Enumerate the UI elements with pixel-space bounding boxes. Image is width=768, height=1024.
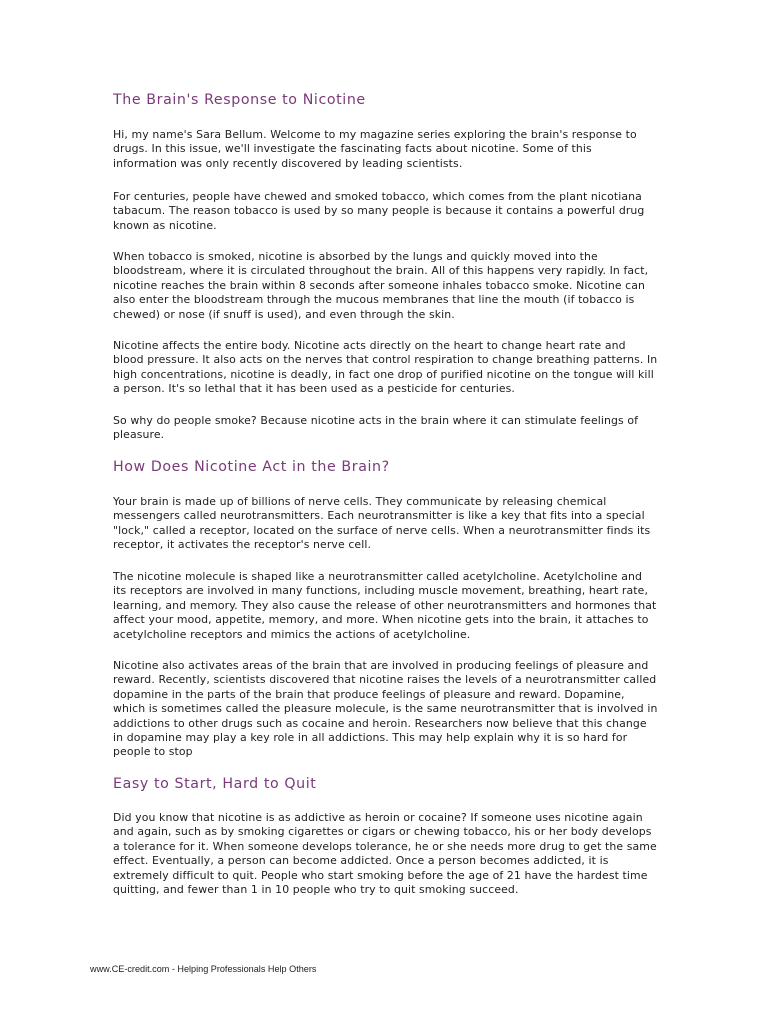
paragraph-dopamine: Nicotine also activates areas of the brain that are involved in producing feelings of pleasure and reward. Recently, scientists discovered that nicotine raises the levels of a neurotransmitter called dopamine in the parts of the brain that produce feelings of pleasure and reward. Dopamine, which is sometimes called the pleasure molecule, is the same neurotransmitter that is involved in addictions to other drugs such as cocaine and heroin. Researchers now believe that this change in dopamine may play a key role in all addictions. This may help explain why it is so hard for people to stop — [113, 659, 658, 759]
paragraph-nerve-cells: Your brain is made up of billions of nerve cells. They communicate by releasing chemical messengers called neurotransmitters. Each neurotransmitter is like a key that fits into a special "lock," called a receptor, located on the surface of nerve cells. When a neurotransmitter finds its receptor, it activates the receptor's nerve cell. — [113, 495, 651, 552]
paragraph-absorption: When tobacco is smoked, nicotine is absorbed by the lungs and quickly moved into the bloodstream, where it is circulated throughout the brain. All of this happens very rapidly. In fact, nicotine reaches the brain within 8 seconds after someone inhales tobacco smoke. Nicotine can also enter the bloodstream through the mucous membranes that line the mouth (if tobacco is chewed) or nose (if snuff is used), and even through the skin. — [113, 250, 649, 321]
paragraph-why-smoke: So why do people smoke? Because nicotine acts in the brain where it can stimulate feelings of pleasure. — [113, 414, 639, 442]
paragraph-body-effects: Nicotine affects the entire body. Nicotine acts directly on the heart to change heart rate and blood pressure. It also acts on the nerves that control respiration to change breathing patterns. In high concentrations, nicotine is deadly, in fact one drop of purified nicotine on the tongue will kill a person. It's so lethal that it has been used as a pesticide for centuries. — [113, 339, 658, 396]
paragraph-addiction: Did you know that nicotine is as addictive as heroin or cocaine? If someone uses nicotine again and again, such as by smoking cigarettes or cigars or chewing tobacco, his or her body develops a tolerance for it. When someone develops tolerance, he or she needs more drug to get the same effect. Eventually, a person can become addicted. Once a person becomes addicted, it is extremely difficult to quit. People who start smoking before the age of 21 have the hardest time quitting, and fewer than 1 in 10 people who try to quit smoking succeed. — [113, 811, 657, 897]
heading-how-nicotine-acts: How Does Nicotine Act in the Brain? — [113, 459, 390, 475]
paragraph-tobacco-history: For centuries, people have chewed and smoked tobacco, which comes from the plant nicotiana tabacum. The reason tobacco is used by so many people is because it contains a powerful drug known as nicotine. — [113, 190, 645, 232]
paragraph-intro: Hi, my name's Sara Bellum. Welcome to my magazine series exploring the brain's response to drugs. In this issue, we'll investigate the fascinating facts about nicotine. Some of this information was only recently discovered by leading scientists. — [113, 128, 637, 170]
heading-brains-response: The Brain's Response to Nicotine — [113, 92, 366, 108]
heading-easy-to-start: Easy to Start, Hard to Quit — [113, 776, 317, 792]
page-footer: www.CE-credit.com - Helping Professionals Help Others — [90, 964, 317, 974]
paragraph-acetylcholine: The nicotine molecule is shaped like a neurotransmitter called acetylcholine. Acetylcholine and its receptors are involved in many functions, including muscle movement, breathing, heart rate, learning, and memory. They also cause the release of other neurotransmitters and hormones that affect your mood, appetite, memory, and more. When nicotine gets into the brain, it attaches to acetylcholine receptors and mimics the actions of acetylcholine. — [113, 570, 657, 641]
